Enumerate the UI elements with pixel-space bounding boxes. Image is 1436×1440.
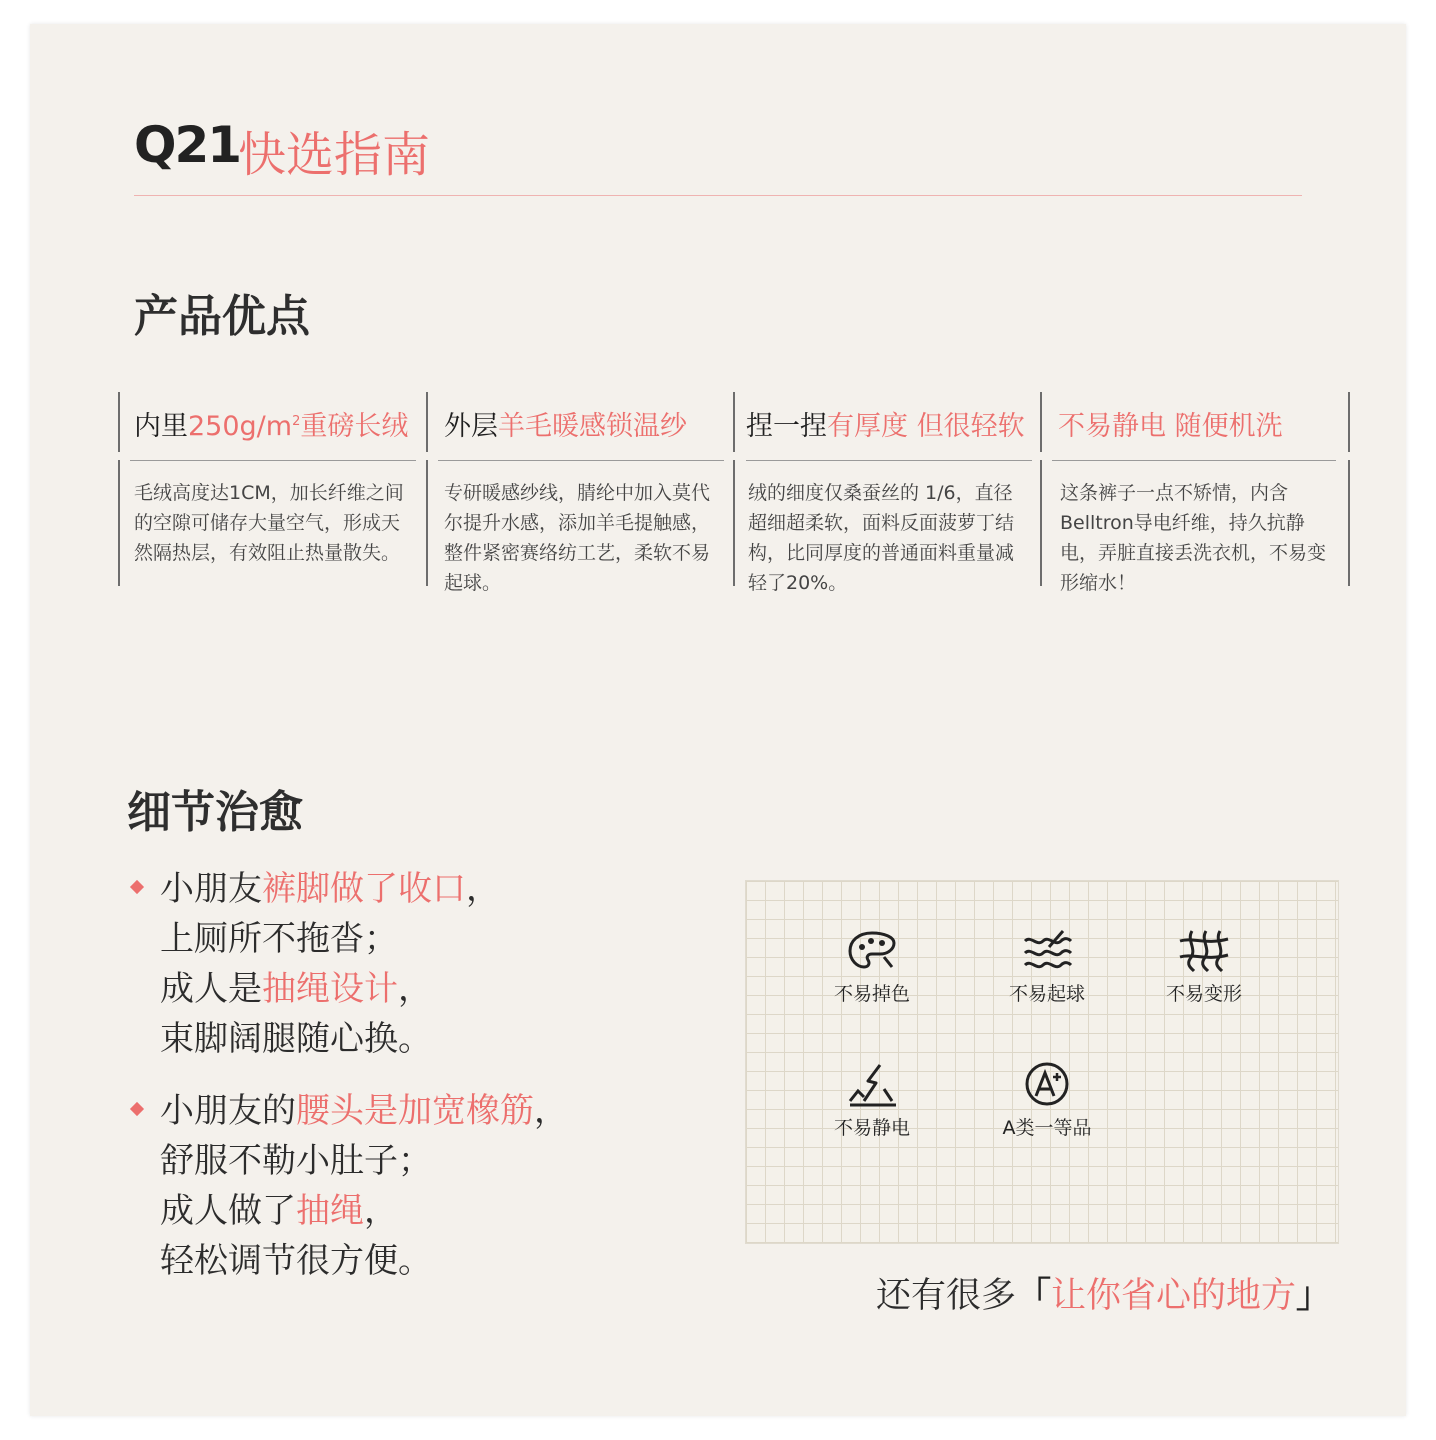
- model-number: Q21: [134, 116, 241, 174]
- feature-anti-pilling: [987, 927, 1107, 1006]
- column-divider: [1040, 460, 1042, 586]
- feature-label: 不易变形: [1165, 983, 1242, 1005]
- feature-label: 不易静电: [833, 1117, 910, 1139]
- column-divider: [118, 392, 120, 452]
- lightning-icon: [844, 1061, 900, 1107]
- detail-line: 束脚阔腿随心换。: [160, 1019, 432, 1059]
- feature-colorfast: [812, 927, 932, 1006]
- advantages-heading: 产品优点: [134, 291, 310, 342]
- column-divider: [426, 460, 428, 586]
- detail-line: 成人做了抽绳，: [160, 1191, 398, 1231]
- detail-line: 小朋友的腰头是加宽橡筋，: [160, 1091, 568, 1131]
- feature-grade-a: [987, 1061, 1107, 1140]
- advantage-1-text: 毛绒高度达1CM，加长纤维之间的空隙可储存大量空气，形成天然隔热层，有效阻止热量散失。: [134, 482, 404, 564]
- column-divider: [733, 392, 735, 452]
- column-divider: [1040, 392, 1042, 452]
- detail-bullet-2: [160, 1086, 568, 1286]
- column-divider: [118, 460, 120, 586]
- palette-icon: [844, 927, 900, 973]
- feature-grid-panel: [745, 880, 1339, 1244]
- detail-bullet-1: [160, 864, 500, 1064]
- advantage-3-heading: 捏一捏有厚度 但很轻软: [746, 411, 1025, 442]
- title-divider: [134, 195, 1302, 196]
- detail-line: 轻松调节很方便。: [160, 1241, 432, 1281]
- column-divider: [426, 392, 428, 452]
- bullet-marker: [130, 880, 144, 894]
- column-divider: [1348, 392, 1350, 452]
- wave-pilling-icon: [1019, 927, 1075, 973]
- column-rule: [130, 460, 416, 461]
- feature-label: 不易起球: [1008, 983, 1085, 1005]
- footer-slogan: 还有很多「让你省心的地方」: [876, 1276, 1332, 1316]
- detail-line: 小朋友裤脚做了收口，: [160, 869, 500, 909]
- grade-a-icon: [1019, 1061, 1075, 1107]
- column-rule: [746, 460, 1032, 461]
- column-rule: [1052, 460, 1336, 461]
- column-divider: [1348, 460, 1350, 586]
- advantage-1-heading: 内里$250g/m^2$重磅长绒: [134, 411, 409, 442]
- feature-label: 不易掉色: [833, 983, 910, 1005]
- column-rule: [438, 460, 724, 461]
- detail-line: 舒服不勒小肚子；: [160, 1141, 432, 1181]
- advantage-3-text: 绒的细度仅桑蚕丝的 1/6，直径超细超柔软，面料反面菠萝丁结构，比同厚度的普通面料重量减轻了20%。: [748, 482, 1015, 594]
- advantage-4-heading: 不易静电 随便机洗: [1058, 411, 1283, 442]
- column-divider: [733, 460, 735, 586]
- detail-line: 成人是抽绳设计，: [160, 969, 432, 1009]
- bullet-marker: [130, 1102, 144, 1116]
- page-paper: [30, 24, 1406, 1416]
- feature-anti-static: [812, 1061, 932, 1140]
- advantage-2-text: 专研暖感纱线，腈纶中加入莫代尔提升水感，添加羊毛提触感，整件紧密赛络纺工艺，柔软不易起球。: [444, 482, 711, 594]
- feature-shape-retention: [1144, 927, 1264, 1006]
- detail-line: 上厕所不拖沓；: [160, 919, 398, 959]
- advantage-4-text: 这条裤子一点不矫情，内含Belltron导电纤维，持久抗静电，弄脏直接丢洗衣机，不易变形缩水！: [1060, 482, 1327, 594]
- fabric-mesh-icon: [1176, 927, 1232, 973]
- feature-label: A类一等品: [1002, 1117, 1092, 1139]
- details-heading: 细节治愈: [127, 787, 303, 838]
- page-title: 快选指南: [238, 127, 431, 183]
- advantage-2-heading: 外层羊毛暖感锁温纱: [444, 411, 687, 442]
